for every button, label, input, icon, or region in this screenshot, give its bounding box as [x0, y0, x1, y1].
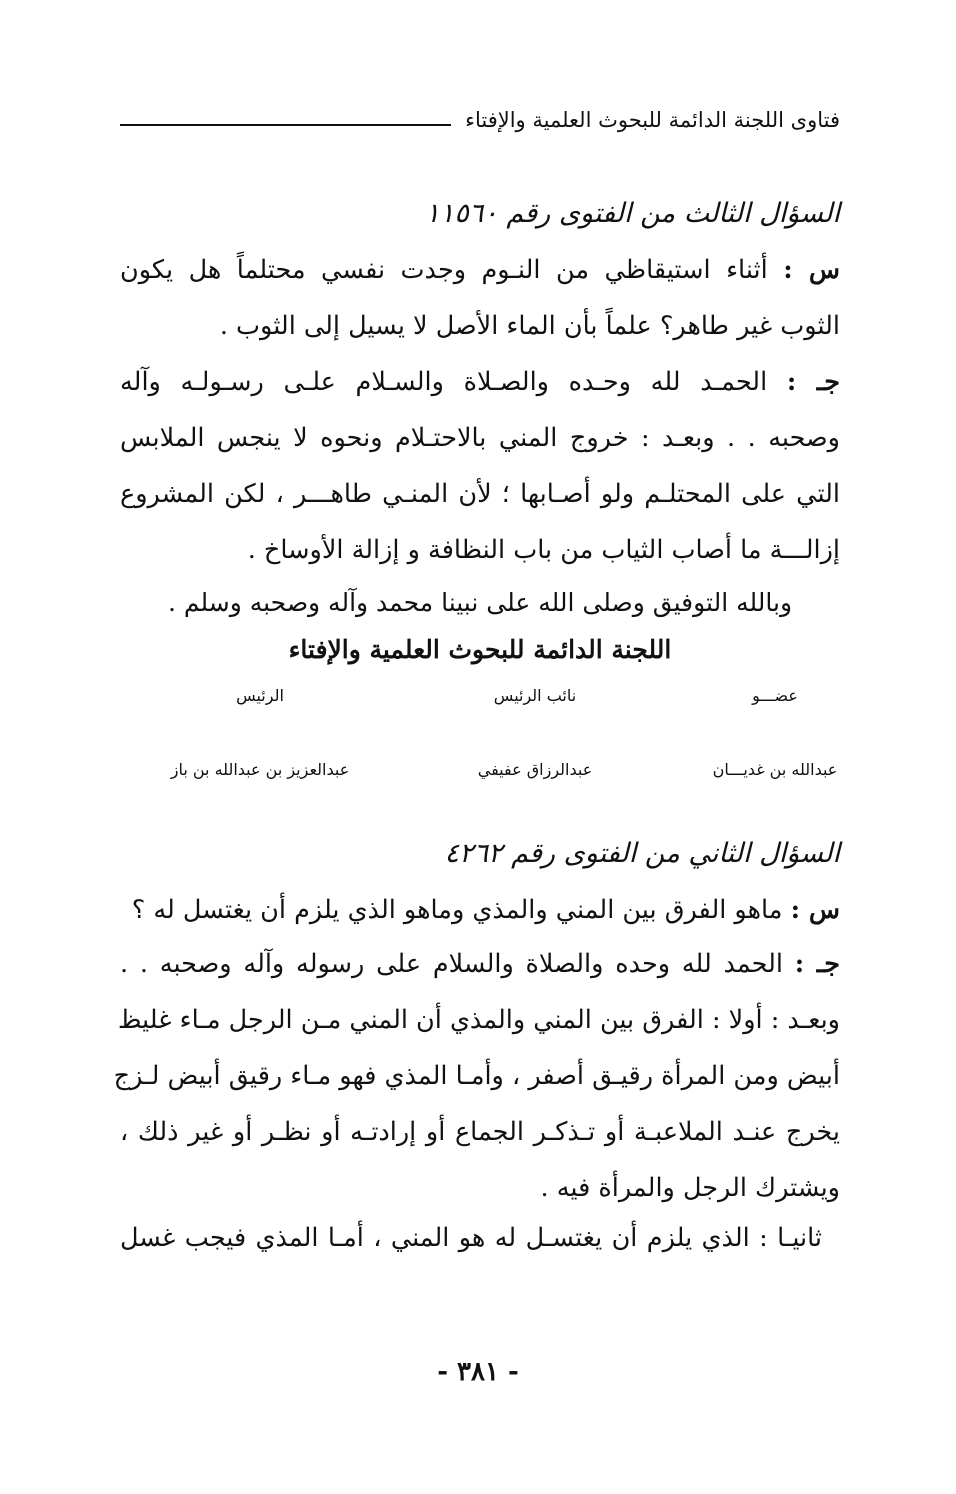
fatwa2-second-point	[120, 1210, 840, 1266]
answer-text: الحمـد لله وحـده والصـلاة والسـلام علـى رسـولـه وآله	[120, 367, 768, 397]
question-label: س :	[790, 895, 840, 925]
role-member: عضـــو	[752, 686, 798, 705]
answer-text: الحمد لله وحده والصلاة والسلام على رسوله وآله وصحبه . .	[120, 949, 783, 979]
question-text: ماهو الفرق بين المني والمذي وماهو الذي يلزم أن يغتسل له ؟	[131, 895, 783, 925]
answer-label: جـ :	[786, 367, 840, 397]
fatwa2-heading: السؤال الثاني من الفتوى رقم ٤٢٦٢	[444, 838, 840, 869]
running-header	[120, 98, 840, 132]
fatwa2-answer-line-2: وبعـد : أولا : الفرق بين المني والمذي أن المني مـن الرجل مـاء غليظ	[117, 1005, 840, 1035]
fatwa1-answer-line-2: وصحبه . . وبعـد : خروج المني بالاحتـلام ونحوه لا ينجس الملابس	[120, 423, 840, 453]
role-chairman: الرئيس	[236, 686, 284, 705]
fatwa1-heading: السؤال الثالث من الفتوى رقم ١١٥٦٠	[425, 198, 840, 229]
question-text: أثناء استيقاظي من النـوم وجدت نفسي محتلماً هل يكون	[120, 255, 768, 285]
role-deputy: نائب الرئيس	[493, 686, 577, 705]
question-label: س :	[783, 255, 841, 285]
member-bin-baz: عبدالعزيز بن عبدالله بن باز	[170, 760, 350, 779]
header-title: فتاوى اللجنة الدائمة للبحوث العلمية والإفتاء	[465, 108, 840, 132]
fatwa1-question-line-1	[120, 242, 840, 298]
fatwa1-answer-line-1	[120, 354, 840, 410]
member-afifi: عبدالرزاق عفيفي	[477, 760, 593, 779]
fatwa2-answer-line-3: أبيض ومن المرأة رقيـق أصفر ، وأمـا المذي فهو مـاء رقيق أبيض لـزج	[113, 1061, 840, 1091]
header-rule	[120, 124, 451, 126]
fatwa1-question-line-2: الثوب غير طاهر؟ علماً بأن الماء الأصل لا يسيل إلى الثوب .	[219, 311, 840, 341]
fatwa2-answer-line-1	[120, 936, 840, 992]
answer-label: جـ :	[794, 949, 840, 979]
fatwa2-answer-line-4: يخرج عنـد الملاعبـة أو تـذكـر الجماع أو إرادتـه أو نظـر أو غير ذلك ،	[120, 1117, 840, 1147]
fatwa1-answer	[120, 354, 840, 578]
fatwa2-question	[120, 882, 840, 938]
member-ghudayyan: عبدالله بن غديـــان	[712, 760, 838, 779]
committee-members	[150, 760, 850, 779]
fatwa1-answer-line-4: إزالـــة ما أصاب الثياب من باب النظافة و إزالة الأوساخ .	[247, 535, 840, 565]
fatwa2-answer-line-5: ويشترك الرجل والمرأة فيه .	[540, 1173, 840, 1203]
fatwa1-question	[120, 242, 840, 354]
fatwa2-answer	[113, 936, 840, 1216]
fatwa1-answer-line-3: التي على المحتلـم ولو أصـابها ؛ لأن المنـي طاهـــر ، لكن المشروع	[120, 479, 840, 509]
committee-name: اللجنة الدائمة للبحوث العلمية والإفتاء	[288, 635, 672, 664]
committee-roles	[150, 686, 850, 705]
fatwa1-closing: وبالله التوفيق وصلى الله على نبينا محمد وآله وصحبه وسلم .	[167, 588, 793, 617]
fatwa2-question-line-1	[120, 882, 840, 938]
page-number: - ٣٨١ -	[437, 1357, 519, 1387]
fatwa2-second-point-line: ثانيـا : الذي يلزم أن يغتسـل له هو المني ، أمـا المذي فيجب غسل	[120, 1223, 822, 1253]
